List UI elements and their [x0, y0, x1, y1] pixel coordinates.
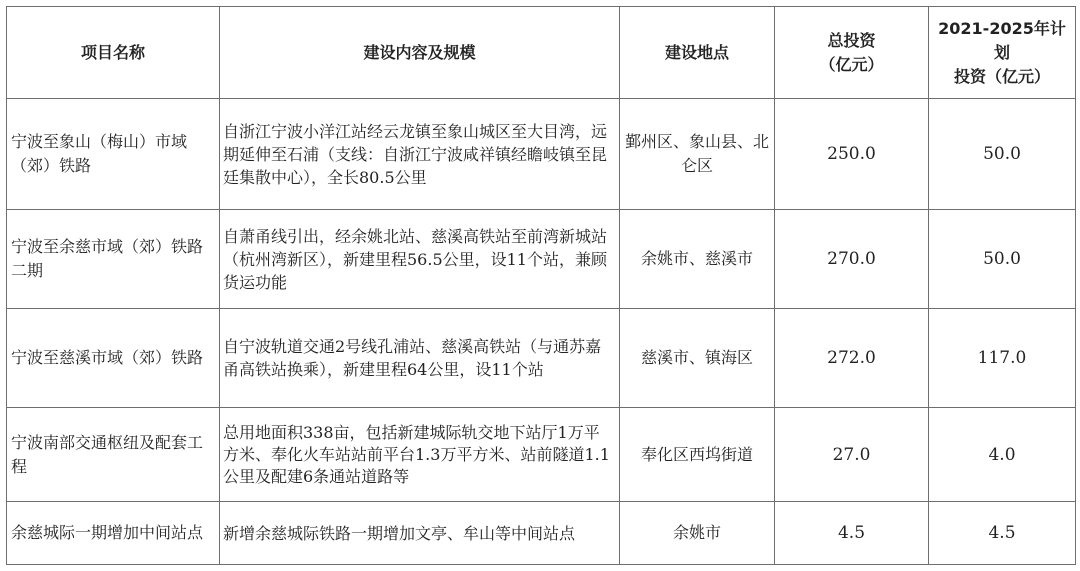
scope-cell: 自浙江宁波小洋江站经云龙镇至象山城区至大目湾，远期延伸至石浦（支线：自浙江宁波咸祥镇经瞻岐镇至昆廷集散中心），全长80.5公里 [220, 99, 620, 210]
scope-cell: 总用地面积338亩，包括新建城际轨交地下站厅1万平方米、奉化火车站站前平台1.3万平方米、站前隧道1.1公里及配建6条通站道路等 [220, 408, 620, 502]
header-total-investment: 总投资 （亿元） [775, 7, 929, 99]
header-project-name: 项目名称 [7, 7, 220, 99]
project-name-cell: 宁波至象山（梅山）市域（郊）铁路 [7, 99, 220, 210]
location-cell: 余姚市、慈溪市 [620, 210, 775, 309]
location-cell: 鄞州区、象山县、北仑区 [620, 99, 775, 210]
total-investment-cell: 272.0 [775, 309, 929, 408]
planned-investment-cell: 4.5 [929, 502, 1076, 565]
total-investment-cell: 250.0 [775, 99, 929, 210]
project-name-cell: 余慈城际一期增加中间站点 [7, 502, 220, 565]
planned-investment-cell: 50.0 [929, 99, 1076, 210]
projects-table [6, 6, 1076, 565]
header-row [7, 7, 1076, 99]
total-investment-cell: 27.0 [775, 408, 929, 502]
location-cell: 奉化区西坞街道 [620, 408, 775, 502]
location-cell: 慈溪市、镇海区 [620, 309, 775, 408]
scope-cell: 自萧甬线引出，经余姚北站、慈溪高铁站至前湾新城站（杭州湾新区），新建里程56.5公里，设11个站，兼顾货运功能 [220, 210, 620, 309]
scope-cell: 自宁波轨道交通2号线孔浦站、慈溪高铁站（与通苏嘉甬高铁站换乘），新建里程64公里，设11个站 [220, 309, 620, 408]
project-name-cell: 宁波至余慈市域（郊）铁路二期 [7, 210, 220, 309]
location-cell: 余姚市 [620, 502, 775, 565]
table-header [7, 7, 1076, 99]
table-row [7, 502, 1076, 565]
table-row [7, 309, 1076, 408]
table-row [7, 210, 1076, 309]
header-planned-investment: 2021-2025年计划 投资（亿元） [929, 7, 1076, 99]
planned-investment-cell: 117.0 [929, 309, 1076, 408]
table-row [7, 99, 1076, 210]
project-name-cell: 宁波南部交通枢纽及配套工程 [7, 408, 220, 502]
project-name-cell: 宁波至慈溪市域（郊）铁路 [7, 309, 220, 408]
header-location: 建设地点 [620, 7, 775, 99]
scope-cell: 新增余慈城际铁路一期增加文亭、牟山等中间站点 [220, 502, 620, 565]
total-investment-cell: 270.0 [775, 210, 929, 309]
header-scope: 建设内容及规模 [220, 7, 620, 99]
table-body [7, 99, 1076, 565]
planned-investment-cell: 4.0 [929, 408, 1076, 502]
planned-investment-cell: 50.0 [929, 210, 1076, 309]
table-row [7, 408, 1076, 502]
total-investment-cell: 4.5 [775, 502, 929, 565]
